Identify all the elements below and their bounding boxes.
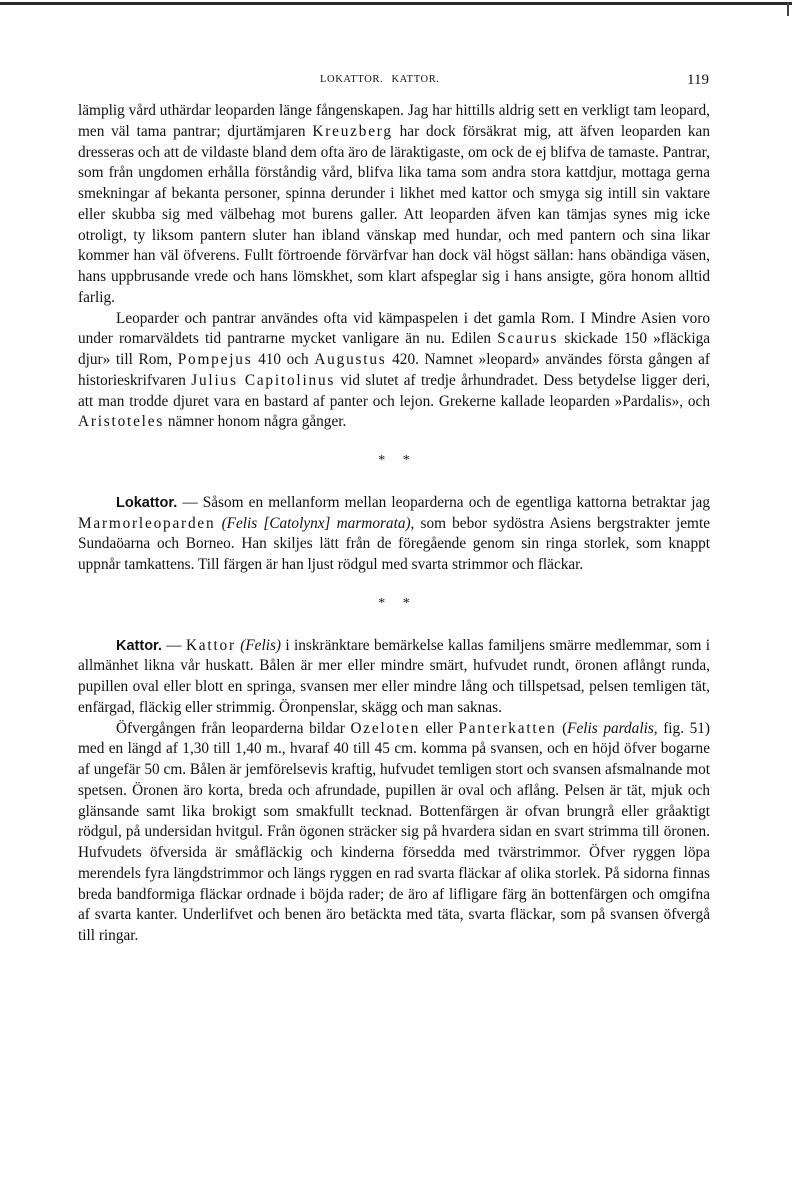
text-run: ( <box>556 719 568 737</box>
person-name: Julius Capitolinus <box>191 371 336 389</box>
text-run: nämner honom några gånger. <box>164 413 347 431</box>
text-run: — <box>161 636 186 654</box>
page-number: 119 <box>687 72 709 88</box>
paragraph-kattor <box>78 636 710 719</box>
paragraph-leopard-taming <box>78 101 710 309</box>
text-run: eller <box>420 719 459 737</box>
paragraph-ozelot <box>78 719 710 947</box>
text-run: — Såsom en mellanform mellan leoparderna och de egentliga kattorna betraktar jag <box>177 493 710 511</box>
page-top-border <box>0 2 792 5</box>
text-run: Leoparder och pantrar användes ofta vid kämpaspelen i det gamla Rom. I Mindre Asien voro under romarväldets tid pantrarne mycket vanligare än nu. Edilen <box>78 309 710 348</box>
text-run: fig. 51) med en längd af 1,30 till 1,40 m., hvaraf 40 till 45 cm. komma på svansen, och en höjd öfver bogarne af ungefär 50 cm. Bålen är jemförelsevis kraftig, hufvudet temligen stort och svansen afsmalnande mot spetsen. Öronen äro korta, breda och afrundade, pupillen är oval och aflång. Pelsen är tät, mjuk och glänsande samt lika brokigt som smakfullt tecknad. Bottenfärgen är ofvan brungrå eller gråaktigt rödgul, på undersidan hvitgul. Från ögonen sträcker sig på hvardera sidan en svart strimma till öronen. Hufvudets öfversida är småfläckig och kinderna försedda med tvärstrimmor. Öfver ryggen löpa merendels fyra längdstrimmor och längs ryggen en rad svarta fläckar af olika storlek. På sidorna finnas breda bandformiga fläckar ordnade i böjda rader; de äro af lifligare färg än bottenfärgen och omgifna af svarta kanter. Underlifvet och benen äro betäckta med täta, svarta fläckar, som på svansen öfvergå till ringar. <box>78 719 710 944</box>
latin-name: (Felis [Catolynx] marmorata), <box>221 514 415 532</box>
text-run: lämplig vård uthärdar leoparden länge fångenskapen. Jag har hittills aldrig sett en verkligt tam leopard, men väl tama pantrar; djurtämjaren <box>78 102 710 140</box>
page-body <box>78 101 710 947</box>
running-title: LOKATTOR. KATTOR. <box>320 74 440 85</box>
species-name: Ozeloten <box>350 719 421 737</box>
text-run: skickade 150 »fläckiga djur» till Rom, <box>78 330 711 368</box>
section-heading: Lokattor. <box>116 494 178 511</box>
species-name: Marmorleoparden <box>78 514 216 532</box>
paragraph-rome-history <box>78 309 710 434</box>
section-separator: * * <box>378 453 410 468</box>
person-name: Augustus <box>314 351 387 368</box>
section-heading: Kattor. <box>116 637 162 654</box>
person-name: Pompejus <box>177 351 253 368</box>
text-run: vid slutet af tredje århundradet. Dess betydelse ligger deri, att man trodde djuret vara en bastard af panter och lejon. Grekerne kallade leoparden »Pardalis», och <box>78 371 710 410</box>
person-name: Kreuzberg <box>312 122 393 140</box>
paragraph-lokattor <box>78 493 710 576</box>
species-name: Panterkatten <box>458 719 557 737</box>
text-run: som bebor sydöstra Asiens bergstrakter jemte Sundaöarna och Borneo. Han skiljes lätt från de föregående genom sin ringa storlek, som knappt uppnår tamkattens. Till färgen är han ljust rödgul med svarta strimmor och fläckar. <box>78 514 710 573</box>
running-header <box>0 74 792 94</box>
text-run: i inskränktare bemärkelse kallas familjens smärre medlemmar, som i allmänhet likna vår huskatt. Bålen är mer eller mindre smärt, hufvudet rundt, öronen aflångt runda, pupillen oval eller blott en springa, svansen mer eller mindre lång och tillspetsad, pelsen temligen tät, enfärgad, fläckig eller strimmig. Öronpenslar, skägg och man saknas. <box>78 636 710 716</box>
text-run: 410 och <box>252 351 315 368</box>
edge-mark <box>787 2 789 16</box>
text-run: Öfvergången från leoparderna bildar <box>116 719 351 737</box>
person-name: Aristoteles <box>78 413 165 431</box>
text-run: 420. Namnet »leopard» användes första gången af historieskrifvaren <box>78 351 710 389</box>
section-separator: * * <box>378 595 410 611</box>
text-run: har dock försäkrat mig, att äfven leoparden kan dresseras och att de vildaste bland dem ofta äro de läraktigaste, om ock de ej blifva de tamaste. Pantrar, som från ungdomen erhålla förståndig vård, blifva lika tama som andra stora kattdjur, mottaga gerna smekningar af bekanta personer, spinna derunder i likhet med kattor och smyga sig intill sin vaktare eller skubba sig med välbehag mot burens galler. Att leoparden äfven kan tämjas synes mig icke otroligt, ty liksom pantern sluter han ibland vänskap med hundar, och med pantern och sina likar kommer han väl öfverens. Fullt förtroende förvärfvar han dock väl högst sällan: hans obändiga väsen, hans uppbrusande vrede och hans lömskhet, som klart afspeglar sig i hans ansigte, göra honom alltid farlig. <box>78 122 710 306</box>
species-name: Kattor <box>185 636 236 654</box>
latin-name: Felis pardalis, <box>567 719 658 737</box>
person-name: Scaurus <box>497 330 559 348</box>
latin-name: (Felis) <box>240 636 281 654</box>
